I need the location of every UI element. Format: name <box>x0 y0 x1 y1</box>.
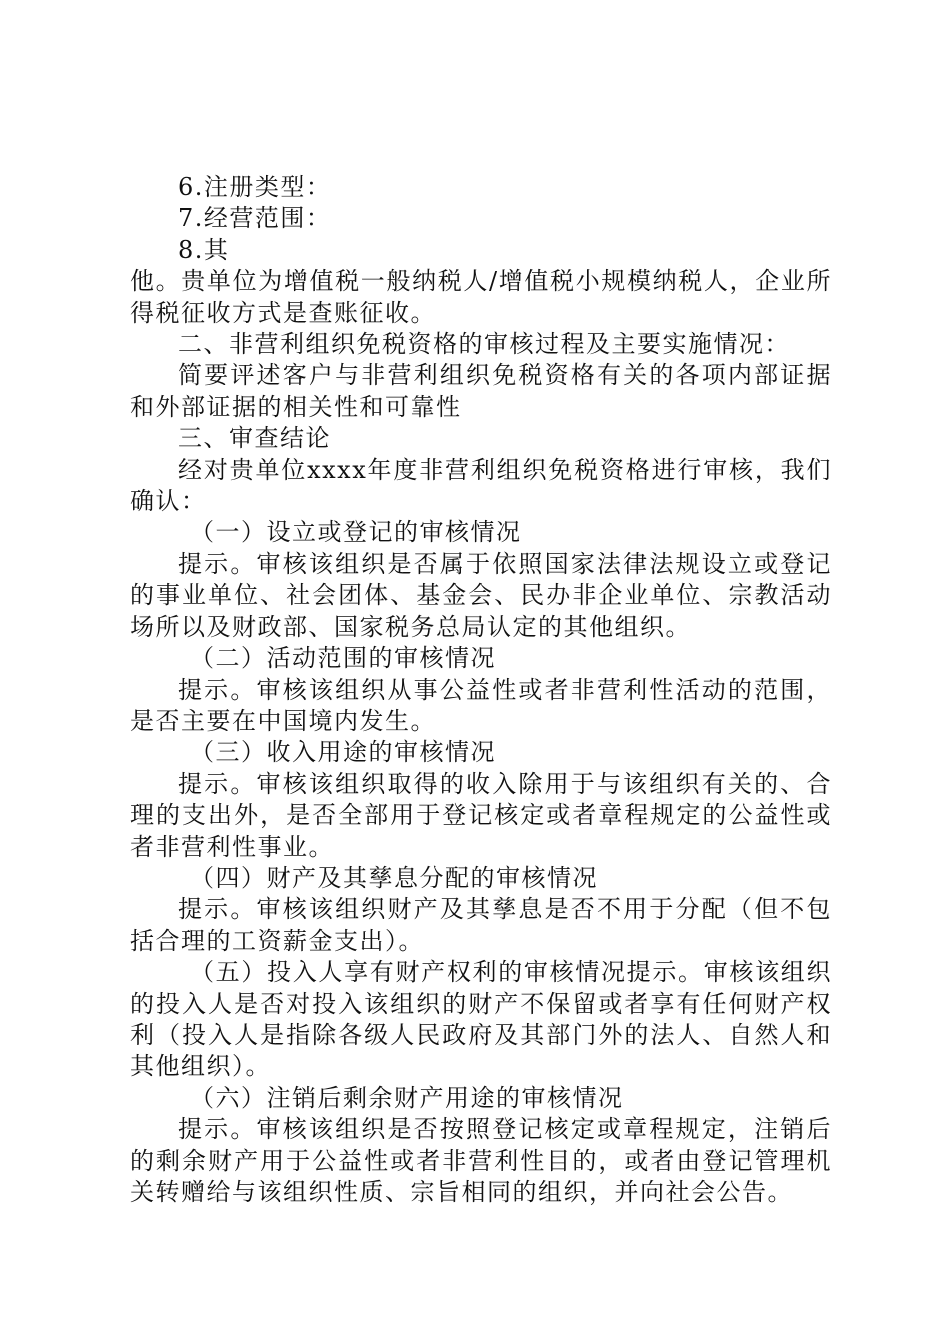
document-body <box>130 172 832 1208</box>
paragraph: （五）投入人享有财产权利的审核情况提示。审核该组织的投入人是否对投入该组织的财产不保留或者享有任何财产权利（投入人是指除各级人民政府及其部门外的法人、自然人和其他组织）。 <box>130 958 832 1081</box>
paragraph: 7.经营范围： <box>178 204 332 233</box>
paragraph: 提示。审核该组织是否属于依照国家法律法规设立或登记的事业单位、社会团体、基金会、民办非企业单位、宗教活动场所以及财政部、国家税务总局认定的其他组织。 <box>130 549 832 641</box>
paragraph: 三、审查结论 <box>178 424 331 453</box>
paragraph: 8.其 <box>178 235 230 264</box>
paragraph: 提示。审核该组织从事公益性或者非营利性活动的范围，是否主要在中国境内发生。 <box>130 675 832 735</box>
paragraph: 提示。审核该组织财产及其孳息是否不用于分配（但不包括合理的工资薪金支出）。 <box>130 895 832 955</box>
paragraph: 提示。审核该组织取得的收入除用于与该组织有关的、合理的支出外，是否全部用于登记核定或者章程规定的公益性或者非营利性事业。 <box>130 769 832 861</box>
paragraph: 经对贵单位xxxx年度非营利组织免税资格进行审核，我们确认： <box>130 455 832 516</box>
paragraph: 提示。审核该组织是否按照登记核定或章程规定，注销后的剩余财产用于公益性或者非营利性目的，或者由登记管理机关转赠给与该组织性质、宗旨相同的组织，并向社会公告。 <box>130 1115 832 1206</box>
paragraph: （四）财产及其孳息分配的审核情况 <box>190 863 598 892</box>
paragraph: 他。贵单位为增值税一般纳税人/增值税小规模纳税人，企业所得税征收方式是查账征收。 <box>130 267 832 327</box>
paragraph: （六）注销后剩余财产用途的审核情况 <box>190 1083 624 1112</box>
paragraph: 简要评述客户与非营利组织免税资格有关的各项内部证据和外部证据的相关性和可靠性 <box>130 361 832 421</box>
paragraph: 二、非营利组织免税资格的审核过程及主要实施情况： <box>178 330 790 359</box>
paragraph: （二）活动范围的审核情况 <box>190 644 496 673</box>
paragraph: 6.注册类型： <box>178 173 332 201</box>
paragraph: （三）收入用途的审核情况 <box>190 738 496 767</box>
paragraph: （一）设立或登记的审核情况 <box>190 518 522 547</box>
